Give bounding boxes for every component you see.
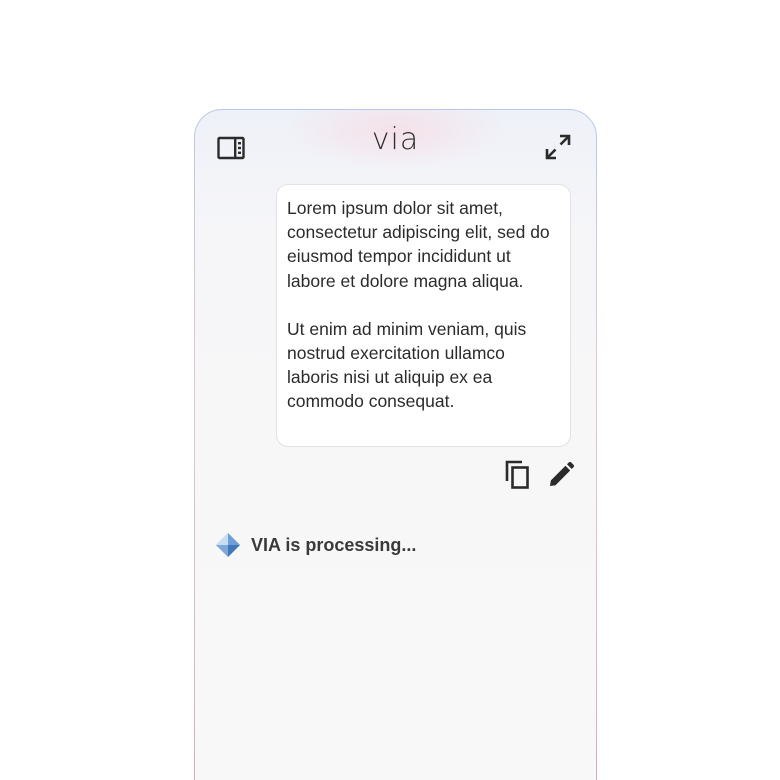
assistant-panel-body [195,110,596,780]
processing-status [215,532,416,558]
sidebar-toggle-icon [217,136,245,160]
via-logo: via [371,122,420,157]
message-actions [500,458,580,492]
copy-icon [503,459,533,491]
user-message-bubble [276,184,571,447]
expand-button[interactable] [542,131,574,163]
message-paragraph: Lorem ipsum dolor sit amet, consectetur adipiscing elit, sed do eiusmod tempor incididunt ut labore et dolore magna aliqua. [287,198,550,291]
pencil-icon [547,461,575,489]
copy-button[interactable] [500,458,536,492]
edit-button[interactable] [544,458,578,492]
message-paragraph: Ut enim ad minim veniam, quis nostrud exercitation ullamco laboris nisi ut aliquip ex ea commodo consequat. [287,318,527,412]
panel-header [195,110,596,182]
assistant-panel [194,109,597,780]
sidebar-toggle-button[interactable] [215,132,247,164]
expand-icon [544,133,572,161]
diamond-icon [215,532,241,558]
status-text: VIA is processing... [251,534,417,555]
